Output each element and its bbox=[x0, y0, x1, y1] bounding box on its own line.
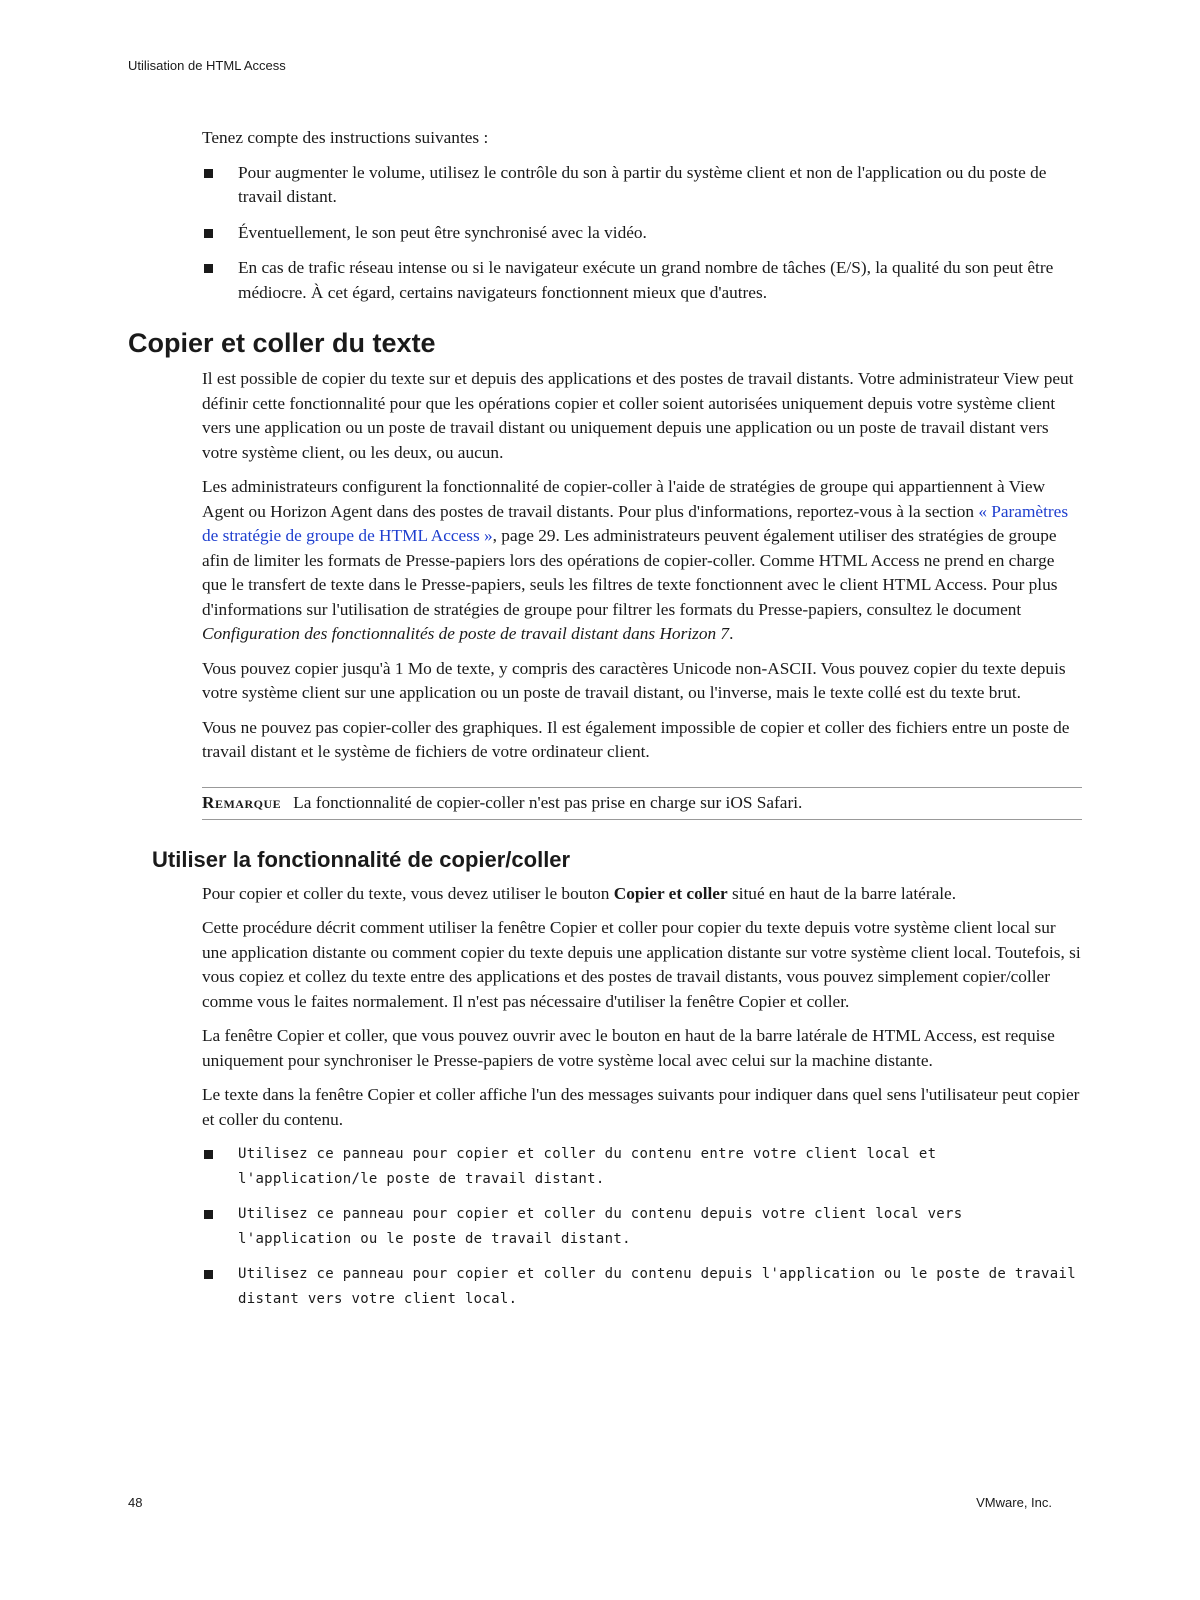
running-header: Utilisation de HTML Access bbox=[128, 58, 286, 73]
subsection-paragraph-3: La fenêtre Copier et coller, que vous pouvez ouvrir avec le bouton en haut de la barre latérale de HTML Access, est requise uniquement pour synchroniser le Presse-papiers de votre système local avec celui sur la machine distante. bbox=[202, 1026, 1055, 1070]
footer-company: VMware, Inc. bbox=[976, 1495, 1052, 1510]
section-paragraph-1: Il est possible de copier du texte sur et depuis des applications et des postes de travail distants. Votre administrateur View peut définir cette fonctionnalité pour que les opérations copier et coller soient autorisées uniquement depuis votre système client vers une application ou un poste de travail distant ou uniquement depuis une application ou un poste de travail distant vers votre système client, ou les deux, ou aucun. bbox=[202, 369, 1074, 462]
list-item: Pour augmenter le volume, utilisez le contrôle du son à partir du système client et non de l'application ou du poste de travail distant. bbox=[202, 161, 1082, 210]
section-heading: Copier et coller du texte bbox=[128, 328, 436, 358]
list-item: Éventuellement, le son peut être synchronisé avec la vidéo. bbox=[202, 221, 1082, 246]
bullet-square-icon bbox=[204, 169, 213, 178]
section-paragraph-2: Les administrateurs configurent la fonctionnalité de copier-coller à l'aide de stratégies de groupe qui appartiennent à View Agent ou Horizon Agent dans des postes de travail distants. Pour plus d'informations, reportez-vous à la section « Paramètres de stratégie de groupe de HTML Access », page 29. Les administrateurs peuvent également utiliser des stratégies de groupe afin de limiter les formats de Presse-papiers lors des opérations de copier-coller. Comme HTML Access ne prend en charge que le transfert de texte dans le Presse-papiers, seuls les filtres de texte fonctionnent avec le client HTML Access. Pour plus d'informations sur l'utilisation de stratégies de groupe pour filtrer les formats du Presse-papiers, consultez le document Configuration des fonctionnalités de poste de travail distant dans Horizon 7. bbox=[202, 477, 1069, 643]
section-paragraph-3: Vous pouvez copier jusqu'à 1 Mo de texte, y compris des caractères Unicode non-ASCII. Vous pouvez copier du texte depuis votre système client sur une application ou un poste de travail distant, ou l'inverse, mais le texte collé est du texte brut. bbox=[202, 658, 1066, 702]
note-text: La fonctionnalité de copier-coller n'est pas prise en charge sur iOS Safari. bbox=[293, 792, 803, 812]
subsection-paragraph-4: Le texte dans la fenêtre Copier et coller affiche l'un des messages suivants pour indiquer dans quel sens l'utilisateur peut copier et coller du contenu. bbox=[202, 1085, 1080, 1129]
document-title: Configuration des fonctionnalités de poste de travail distant dans Horizon 7 bbox=[202, 624, 730, 643]
bullet-square-icon bbox=[204, 264, 213, 273]
bullet-square-icon bbox=[204, 1270, 213, 1279]
list-item: Utilisez ce panneau pour copier et coller du contenu depuis votre client local vers l'application ou le poste de travail distant. bbox=[202, 1202, 1082, 1251]
page-number: 48 bbox=[128, 1495, 143, 1510]
bullet-square-icon bbox=[204, 1210, 213, 1219]
bullet-square-icon bbox=[204, 1150, 213, 1159]
messages-list bbox=[202, 1142, 1082, 1311]
note-box bbox=[202, 787, 1082, 820]
subsection-heading: Utiliser la fonctionnalité de copier/coller bbox=[152, 846, 571, 872]
bullet-square-icon bbox=[204, 229, 213, 238]
subsection-paragraph-1: Pour copier et coller du texte, vous devez utiliser le bouton Copier et coller situé en haut de la barre latérale. bbox=[202, 883, 957, 903]
section-paragraph-4: Vous ne pouvez pas copier-coller des graphiques. Il est également impossible de copier et coller des fichiers entre un poste de travail distant et le système de fichiers de votre ordinateur client. bbox=[202, 717, 1070, 761]
note-label: Remarque bbox=[202, 792, 282, 812]
list-item: En cas de trafic réseau intense ou si le navigateur exécute un grand nombre de tâches (E/S), la qualité du son peut être médiocre. À cet égard, certains navigateurs fonctionnent mieux que d'autres. bbox=[202, 256, 1082, 305]
page-content bbox=[0, 126, 1200, 1322]
intro-lead: Tenez compte des instructions suivantes : bbox=[202, 128, 489, 147]
intro-bullet-list bbox=[202, 161, 1082, 306]
cross-reference-link[interactable]: « Paramètres de stratégie de groupe de HTML Access » bbox=[202, 501, 1069, 545]
subsection-paragraph-2: Cette procédure décrit comment utiliser la fenêtre Copier et coller pour copier du texte depuis votre système client local sur une application distante ou comment copier du texte depuis une application distante sur votre système client local. Toutefois, si vous copiez et collez du texte entre des applications et des postes de travail distants, vous pouvez simplement copier/coller comme vous le faites normalement. Il n'est pas nécessaire d'utiliser la fenêtre Copier et coller. bbox=[202, 918, 1081, 1011]
list-item: Utilisez ce panneau pour copier et coller du contenu entre votre client local et l'application/le poste de travail distant. bbox=[202, 1142, 1082, 1191]
button-name-bold: Copier et coller bbox=[613, 883, 728, 903]
list-item: Utilisez ce panneau pour copier et coller du contenu depuis l'application ou le poste de travail distant vers votre client local. bbox=[202, 1262, 1082, 1311]
